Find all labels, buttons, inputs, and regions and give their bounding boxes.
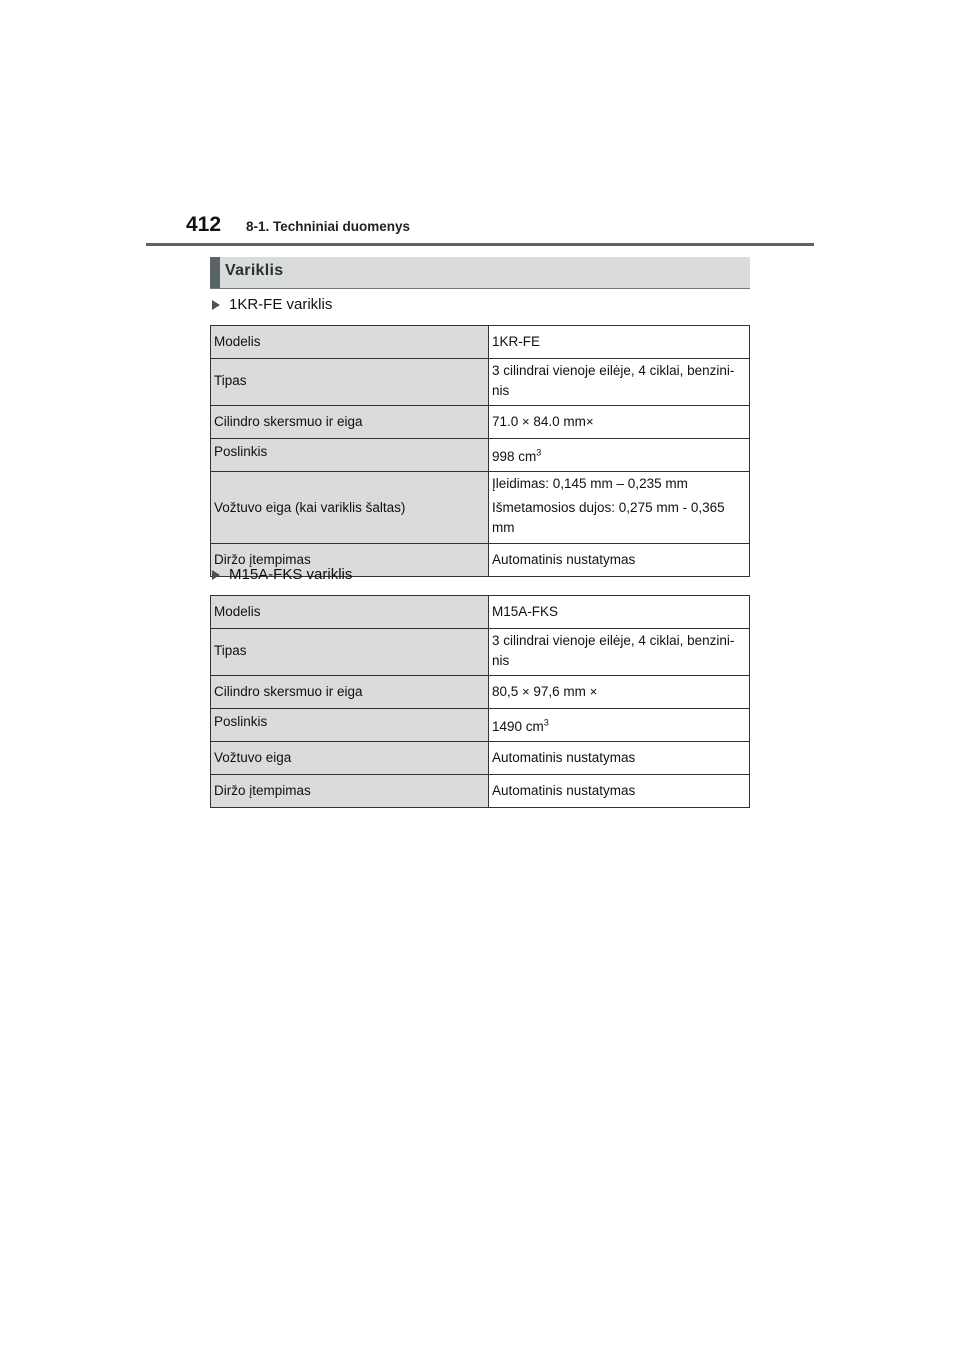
section-heading xyxy=(210,257,750,289)
row-label: Modelis xyxy=(211,326,489,359)
row-value xyxy=(489,676,750,709)
row-label: Diržo įtempimas xyxy=(211,775,489,808)
row-label: Cilindro skersmuo ir eiga xyxy=(211,406,489,439)
row-value xyxy=(489,406,750,439)
spec-table-1kr xyxy=(210,325,750,577)
superscript: 3 xyxy=(543,717,549,728)
row-label: Vožtuvo eiga xyxy=(211,742,489,775)
row-label: Tipas xyxy=(211,359,489,406)
page-header xyxy=(0,0,960,250)
section-accent-bar xyxy=(210,257,220,288)
row-value: Automatinis nustatymas xyxy=(489,775,750,808)
table-row xyxy=(211,742,750,775)
row-label: Poslinkis xyxy=(211,439,489,472)
bore-value: 80,5 xyxy=(492,684,519,699)
row-label: Modelis xyxy=(211,596,489,629)
row-value xyxy=(489,439,750,472)
displacement-value: 1490 cm xyxy=(492,719,544,734)
triangle-bullet-icon xyxy=(212,300,220,310)
engine-heading-1kr xyxy=(212,296,332,313)
row-value: 1KR-FE xyxy=(489,326,750,359)
header-divider xyxy=(146,243,814,246)
table-row xyxy=(211,629,750,676)
times-icon: × xyxy=(522,414,530,429)
row-value: Automatinis nustatymas xyxy=(489,544,750,577)
table-row xyxy=(211,472,750,544)
table-row xyxy=(211,439,750,472)
row-label: Tipas xyxy=(211,629,489,676)
superscript: 3 xyxy=(536,447,542,458)
engine-heading-m15a xyxy=(212,566,352,583)
chapter-title: 8-1. Techniniai duomenys xyxy=(246,219,411,234)
engine-heading-label: M15A-FKS variklis xyxy=(229,566,353,583)
row-value xyxy=(489,709,750,742)
displacement-value: 998 cm xyxy=(492,449,537,464)
row-label: Vožtuvo eiga (kai variklis šaltas) xyxy=(211,472,489,544)
row-value: 3 cilindrai vienoje eilėje, 4 ciklai, benzini-nis xyxy=(489,359,750,406)
row-label: Diržo įtempimas xyxy=(211,544,489,577)
row-value xyxy=(489,472,750,544)
table-row xyxy=(211,775,750,808)
times-icon: × xyxy=(522,684,530,699)
stroke-value: 84.0 mm xyxy=(533,414,586,429)
triangle-bullet-icon xyxy=(212,570,220,580)
spec-table-m15a xyxy=(210,595,750,808)
table-row xyxy=(211,359,750,406)
table-row xyxy=(211,326,750,359)
bore-value: 71.0 xyxy=(492,414,519,429)
table-row xyxy=(211,596,750,629)
row-label: Cilindro skersmuo ir eiga xyxy=(211,676,489,709)
row-label: Poslinkis xyxy=(211,709,489,742)
table-row xyxy=(211,676,750,709)
times-icon: × xyxy=(589,684,598,699)
table-row xyxy=(211,709,750,742)
intake-value: Įleidimas: 0,145 mm – 0,235 mm xyxy=(492,476,688,491)
exhaust-value: Išmetamosios dujos: 0,275 mm - 0,365 mm xyxy=(492,500,725,535)
times-icon: × xyxy=(585,414,594,429)
row-value: 3 cilindrai vienoje eilėje, 4 ciklai, benzini-nis xyxy=(489,629,750,676)
table-row xyxy=(211,406,750,439)
engine-heading-label: 1KR-FE variklis xyxy=(229,296,333,313)
stroke-value: 97,6 mm xyxy=(533,684,586,699)
section-title: Variklis xyxy=(225,262,284,279)
row-value: M15A-FKS xyxy=(489,596,750,629)
page-number: 412 xyxy=(186,213,222,236)
row-value: Automatinis nustatymas xyxy=(489,742,750,775)
